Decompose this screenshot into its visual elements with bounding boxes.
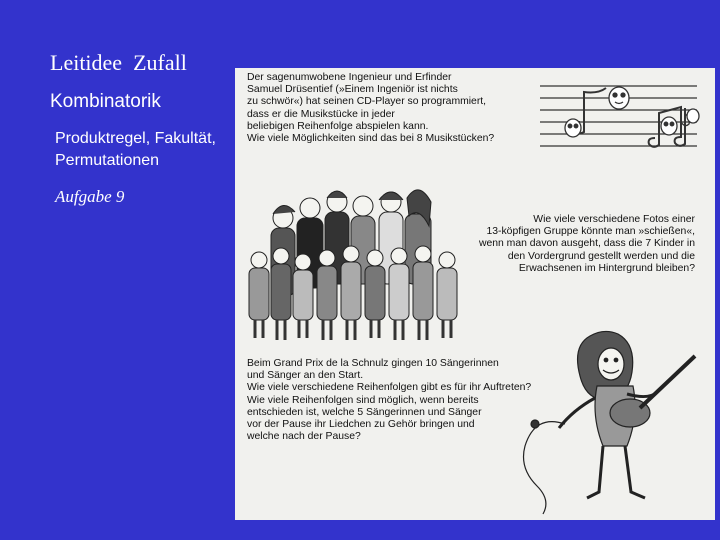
text-line: beliebigen Reihenfolge abspielen kann. bbox=[247, 120, 429, 132]
text-line: Wie viele Möglichkeiten sind das bei 8 Musikstücken? bbox=[247, 133, 495, 145]
text-line: 13-köpfigen Gruppe könnte man »schießen«, bbox=[486, 226, 695, 238]
text-line: vor der Pause ihr Liedchen zu Gehör bringen und bbox=[247, 419, 475, 431]
problem-text-grand-prix bbox=[247, 358, 531, 443]
text-line: Der sagenumwobene Ingenieur und Erfinder bbox=[247, 72, 452, 83]
slide-subtitle: Kombinatorik bbox=[50, 91, 161, 112]
text-line: Beim Grand Prix de la Schnulz gingen 10 Sängerinnen bbox=[247, 358, 499, 369]
text-line: Wie viele verschiedene Fotos einer bbox=[533, 214, 695, 225]
text-line: Wie viele Reihenfolgen sind möglich, wenn bereits bbox=[247, 394, 479, 406]
text-line: zu schwör«) hat seinen CD-Player so programmiert, bbox=[247, 96, 487, 108]
problem-text-cd-player bbox=[247, 72, 494, 145]
text-line: Wie viele verschiedene Reihenfolgen gibt es für ihr Auftreten? bbox=[247, 382, 532, 394]
text-line: welche nach der Pause? bbox=[247, 431, 361, 443]
text-line: Samuel Drüsentief (»Einem Ingeniör ist nichts bbox=[247, 84, 458, 96]
problem-text-group-photo bbox=[479, 214, 695, 275]
group-photo-illustration bbox=[249, 190, 457, 340]
music-notes-illustration bbox=[540, 86, 699, 147]
scanned-textbook-page bbox=[235, 68, 715, 520]
topic-line: Permutationen bbox=[55, 152, 160, 169]
singer-guitar-illustration bbox=[524, 331, 696, 514]
task-label: Aufgabe 9 bbox=[55, 187, 125, 206]
text-line: dass er die Musikstücke in jeder bbox=[247, 108, 395, 120]
text-line: Erwachsenen im Hintergrund bleiben? bbox=[518, 262, 695, 274]
topic-line: Produktregel, Fakultät, bbox=[55, 130, 216, 147]
text-line: wenn man davon ausgeht, dass die 7 Kinder in bbox=[478, 238, 695, 250]
text-line: und Sänger an den Start. bbox=[247, 370, 364, 382]
text-line: entschieden ist, welche 5 Sängerinnen und Sänger bbox=[247, 406, 482, 418]
topic-text bbox=[55, 128, 255, 172]
text-line: den Vordergrund gestellt werden und die bbox=[507, 250, 695, 262]
slide-title: Leitidee Zufall bbox=[50, 50, 187, 75]
